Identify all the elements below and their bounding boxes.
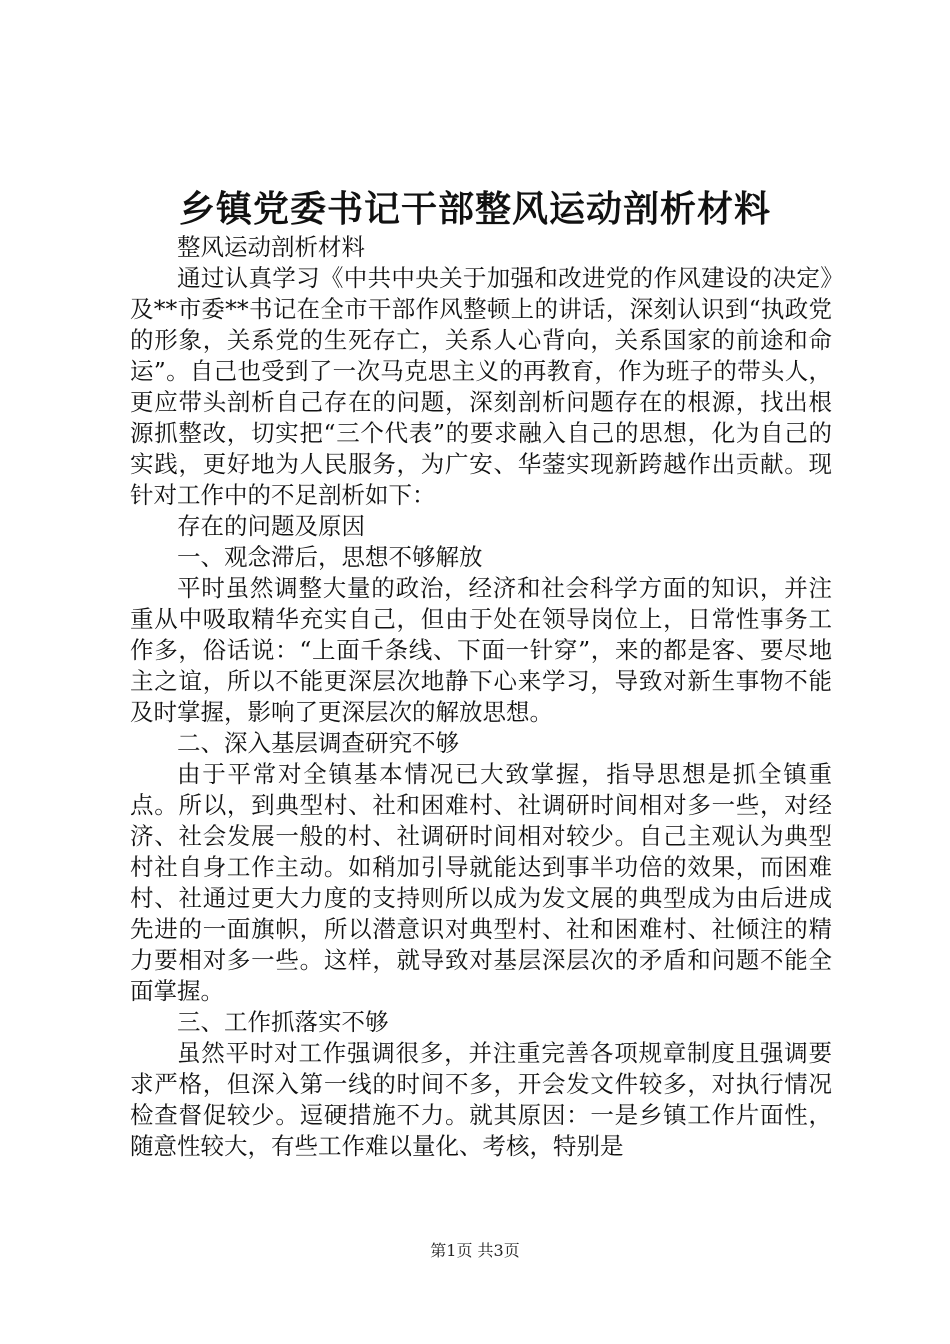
paragraph-2: 由于平常对全镇基本情况已大致掌握，指导思想是抓全镇重点。所以，到典型村、社和困难村、社调研时间相对多一些，对经济、社会发展一般的村、社调研时间相对较少。自己主观认为典型村社自身工作主动。如稍加引导就能达到事半功倍的效果，而困难村、社通过更大力度的支持则所以成为发文展的典型成为由后进成先进的一面旗帜，所以潜意识对典型村、社和困难村、社倾注的精力要相对多一些。这样，就导致对基层深层次的矛盾和问题不能全面掌握。 — [130, 760, 832, 1005]
subheading-1: 一、观念滞后，思想不够解放 — [177, 543, 483, 571]
paragraph-1: 平时虽然调整大量的政治，经济和社会科学方面的知识，并注重从中吸取精华充实自己，但由于处在领导岗位上，日常性事务工作多，俗话说：“上面千条线、下面一针穿”，来的都是客、要尽地主之谊，所以不能更深层次地静下心来学习，导致对新生事物不能及时掌握，影响了更深层次的解放思想。 — [130, 574, 832, 726]
paragraph-3: 虽然平时对工作强调很多，并注重完善各项规章制度且强调要求严格，但深入第一线的时间不多，开会发文件较多，对执行情况检查督促较少。逗硬措施不力。就其原因：一是乡镇工作片面性，随意性较大，有些工作难以量化、考核，特别是 — [130, 1039, 832, 1160]
paragraph-intro: 通过认真学习《中共中央关于加强和改进党的作风建设的决定》及**市委**书记在全市干部作风整顿上的讲话，深刻认识到“执政党的形象，关系党的生死存亡，关系人心背向，关系国家的前途和命运”。自己也受到了一次马克思主义的再教育，作为班子的带头人，更应带头剖析自己存在的问题，深刻剖析问题存在的根源，找出根源抓整改，切实把“三个代表”的要求融入自己的思想，化为自己的实践，更好地为人民服务，为广安、华蓥实现新跨越作出贡献。现针对工作中的不足剖析如下： — [130, 264, 832, 509]
section-heading-problems: 存在的问题及原因 — [177, 512, 365, 540]
document-body — [130, 232, 832, 1162]
page-number: 第1页 共3页 — [430, 1241, 520, 1260]
subheading-3: 三、工作抓落实不够 — [177, 1008, 389, 1036]
subheading-2: 二、深入基层调查研究不够 — [177, 729, 459, 757]
document-title: 乡镇党委书记干部整风运动剖析材料 — [178, 188, 771, 230]
paragraph-subtitle: 整风运动剖析材料 — [177, 233, 365, 261]
